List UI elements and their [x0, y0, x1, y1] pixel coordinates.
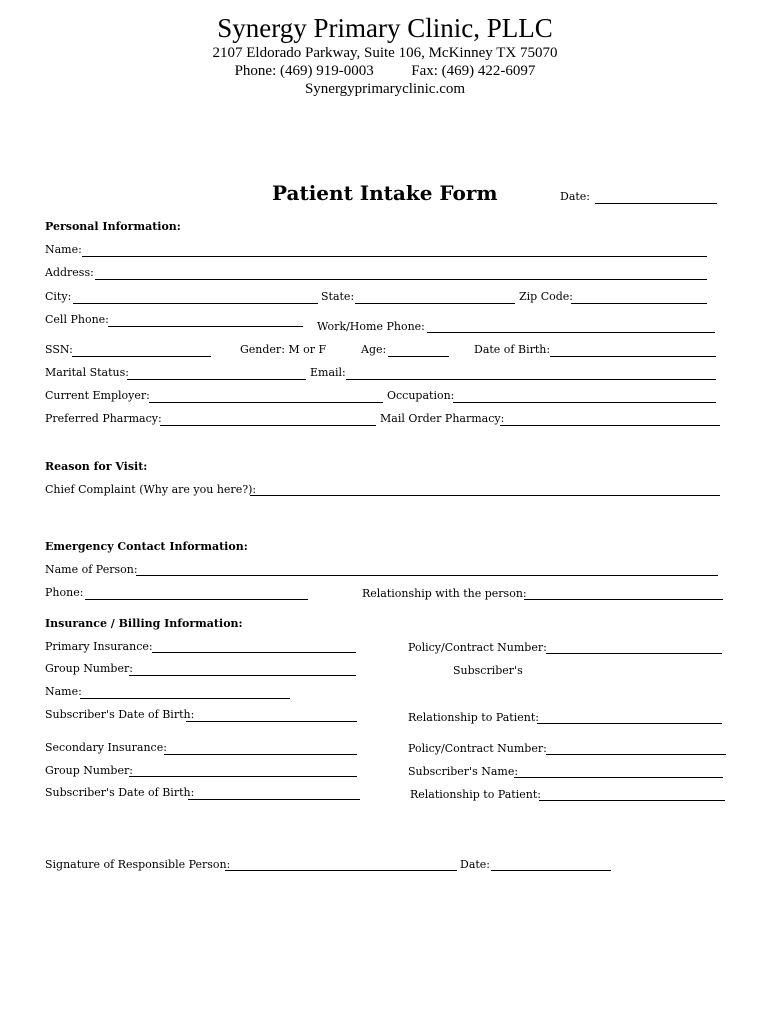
- reason-heading: Reason for Visit:: [45, 460, 148, 473]
- mail-pharmacy-label: Mail Order Pharmacy:: [380, 412, 505, 425]
- marital-status-label: Marital Status:: [45, 366, 129, 379]
- subscribers-label: Subscriber's: [453, 664, 523, 677]
- clinic-fax: Fax: (469) 422-6097: [411, 63, 536, 79]
- complaint-label: Chief Complaint (Why are you here?):: [45, 483, 257, 496]
- ssn-field[interactable]: [72, 356, 211, 357]
- signature-date-field[interactable]: [491, 870, 611, 871]
- email-label: Email:: [310, 366, 346, 379]
- personal-info-heading: Personal Information:: [45, 220, 181, 233]
- sub-name2-label: Subscriber's Name:: [408, 765, 519, 778]
- cell-phone-label: Cell Phone:: [45, 313, 109, 326]
- pharmacy-label: Preferred Pharmacy:: [45, 412, 162, 425]
- work-phone-field[interactable]: [427, 332, 715, 333]
- address-label: Address:: [45, 266, 94, 279]
- age-label: Age:: [361, 343, 387, 356]
- dob-label: Date of Birth:: [474, 343, 551, 356]
- mail-pharmacy-field[interactable]: [500, 425, 720, 426]
- work-phone-label: Work/Home Phone:: [317, 320, 425, 333]
- group1-field[interactable]: [129, 675, 356, 676]
- sub-dob1-label: Subscriber's Date of Birth:: [45, 708, 195, 721]
- signature-label: Signature of Responsible Person:: [45, 858, 231, 871]
- clinic-name: Synergy Primary Clinic, PLLC: [217, 13, 553, 43]
- state-label: State:: [321, 290, 355, 303]
- relationship2-label: Relationship to Patient:: [410, 788, 541, 801]
- group2-label: Group Number:: [45, 764, 133, 777]
- name-label: Name:: [45, 243, 82, 256]
- occupation-label: Occupation:: [387, 389, 455, 402]
- emergency-phone-label: Phone:: [45, 586, 84, 599]
- gender-label: Gender: M or F: [240, 343, 327, 356]
- marital-status-field[interactable]: [127, 379, 306, 380]
- sub-dob2-label: Subscriber's Date of Birth:: [45, 786, 195, 799]
- ssn-label: SSN:: [45, 343, 73, 356]
- form-date-field[interactable]: [595, 203, 717, 204]
- dob-field[interactable]: [550, 356, 716, 357]
- city-field[interactable]: [73, 303, 318, 304]
- clinic-phone: Phone: (469) 919-0003: [234, 63, 374, 79]
- email-field[interactable]: [346, 379, 716, 380]
- emergency-heading: Emergency Contact Information:: [45, 540, 248, 553]
- emergency-relationship-field[interactable]: [524, 599, 723, 600]
- policy1-label: Policy/Contract Number:: [408, 641, 547, 654]
- city-label: City:: [45, 290, 72, 303]
- zip-field[interactable]: [571, 303, 707, 304]
- policy2-field[interactable]: [546, 754, 726, 755]
- form-title: Patient Intake Form: [272, 181, 498, 205]
- primary-insurance-label: Primary Insurance:: [45, 640, 153, 653]
- name-field[interactable]: [82, 256, 707, 257]
- group2-field[interactable]: [129, 776, 357, 777]
- signature-date-label: Date:: [460, 858, 491, 871]
- clinic-contact: [0, 63, 770, 80]
- secondary-insurance-label: Secondary Insurance:: [45, 741, 167, 754]
- sub-dob1-field[interactable]: [186, 721, 357, 722]
- group1-label: Group Number:: [45, 662, 133, 675]
- age-field[interactable]: [388, 356, 449, 357]
- employer-label: Current Employer:: [45, 389, 150, 402]
- employer-field[interactable]: [149, 402, 383, 403]
- subscriber-name1-label: Name:: [45, 685, 82, 698]
- clinic-website: Synergyprimaryclinic.com: [304, 81, 466, 97]
- state-field[interactable]: [355, 303, 515, 304]
- emergency-name-label: Name of Person:: [45, 563, 138, 576]
- cell-phone-field[interactable]: [108, 326, 303, 327]
- subscriber-name1-field[interactable]: [80, 698, 290, 699]
- signature-field[interactable]: [225, 870, 457, 871]
- form-date-label: Date:: [560, 190, 591, 203]
- complaint-field[interactable]: [250, 495, 720, 496]
- zip-label: Zip Code:: [519, 290, 573, 303]
- emergency-relationship-label: Relationship with the person:: [362, 587, 527, 600]
- relationship1-field[interactable]: [537, 723, 722, 724]
- relationship2-field[interactable]: [539, 800, 725, 801]
- emergency-phone-field[interactable]: [85, 599, 308, 600]
- secondary-insurance-field[interactable]: [164, 754, 357, 755]
- sub-name2-field[interactable]: [514, 777, 723, 778]
- occupation-field[interactable]: [453, 402, 716, 403]
- sub-dob2-field[interactable]: [188, 799, 360, 800]
- primary-insurance-field[interactable]: [152, 652, 356, 653]
- relationship1-label: Relationship to Patient:: [408, 711, 539, 724]
- address-field[interactable]: [95, 279, 707, 280]
- policy2-label: Policy/Contract Number:: [408, 742, 547, 755]
- policy1-field[interactable]: [546, 653, 722, 654]
- pharmacy-field[interactable]: [160, 425, 376, 426]
- clinic-address: 2107 Eldorado Parkway, Suite 106, McKinney TX 75070: [212, 45, 558, 61]
- insurance-heading: Insurance / Billing Information:: [45, 617, 243, 630]
- emergency-name-field[interactable]: [136, 575, 718, 576]
